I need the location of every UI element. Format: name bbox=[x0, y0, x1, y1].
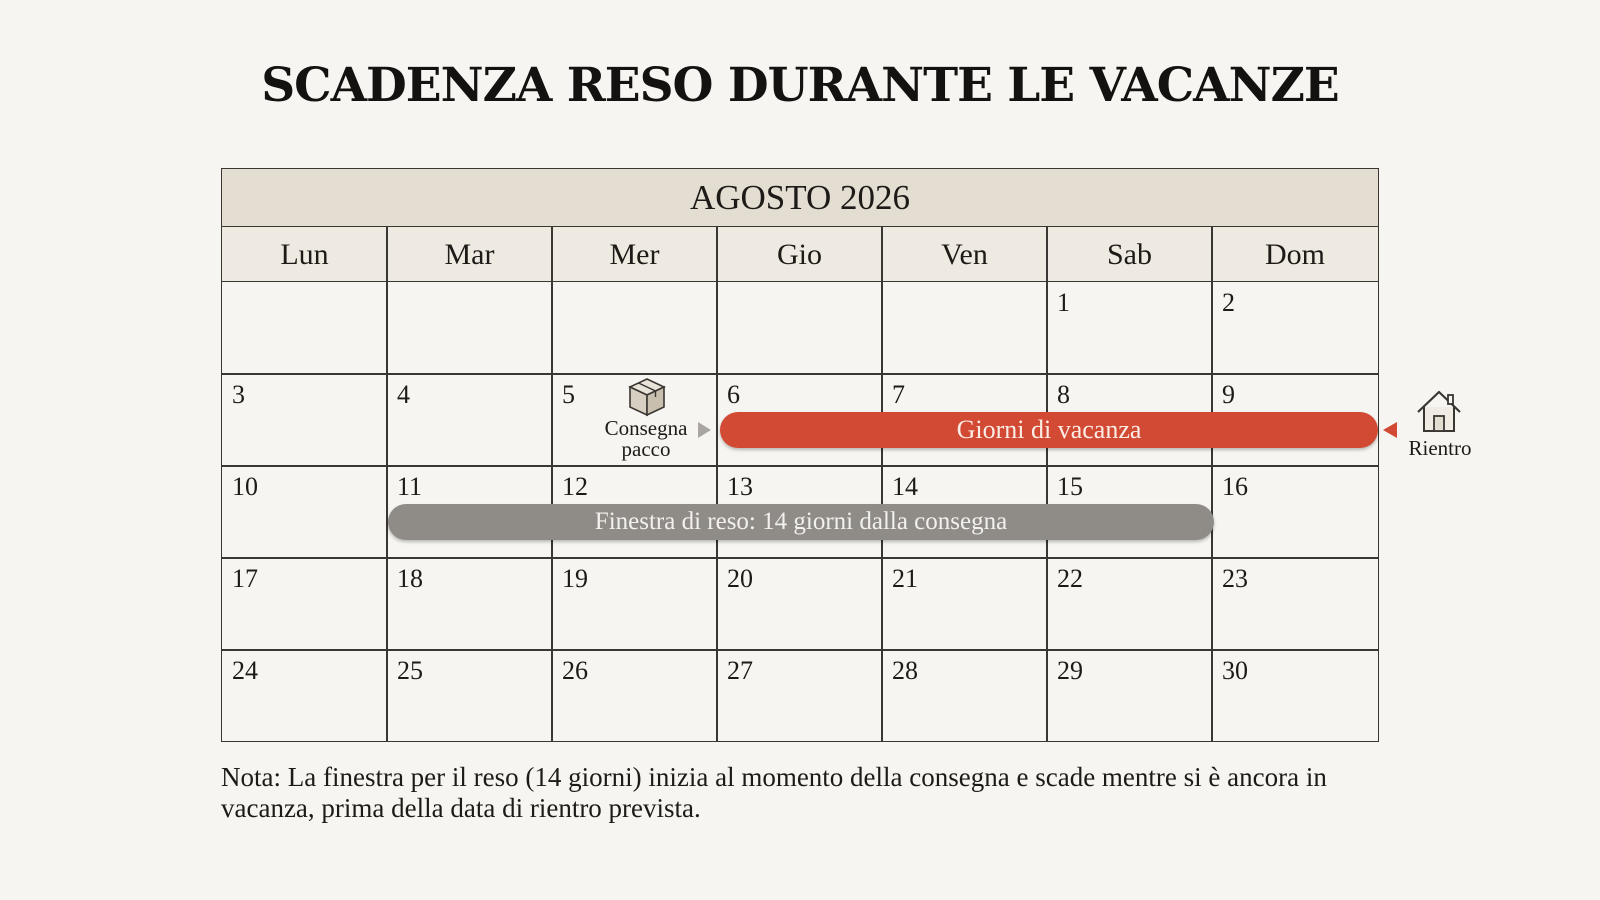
day-number: 21 bbox=[892, 564, 918, 593]
day-cell bbox=[387, 650, 552, 742]
day-number: 20 bbox=[727, 564, 753, 593]
day-cell bbox=[222, 374, 387, 466]
calendar bbox=[221, 168, 1379, 742]
delivery-arrow bbox=[698, 422, 711, 438]
day-number: 18 bbox=[397, 564, 423, 593]
grid-line bbox=[1211, 227, 1213, 741]
grid-line bbox=[222, 649, 1378, 651]
day-cell bbox=[882, 650, 1047, 742]
day-number: 1 bbox=[1057, 288, 1070, 317]
day-number: 24 bbox=[232, 656, 258, 685]
day-name-mer: Mer bbox=[552, 227, 717, 282]
day-number: 30 bbox=[1222, 656, 1248, 685]
day-name-dom: Dom bbox=[1212, 227, 1378, 282]
day-cell bbox=[222, 466, 387, 558]
day-cell bbox=[1212, 558, 1377, 650]
day-number: 2 bbox=[1222, 288, 1235, 317]
day-cell bbox=[1212, 282, 1377, 374]
vacation-bar: Giorni di vacanza bbox=[720, 412, 1378, 448]
grid-line bbox=[716, 227, 718, 741]
grid-line bbox=[222, 465, 1378, 467]
day-number: 9 bbox=[1222, 380, 1235, 409]
page-title: SCADENZA RESO DURANTE LE VACANZE bbox=[261, 58, 1339, 113]
return-window-bar: Finestra di reso: 14 giorni dalla consegna bbox=[388, 504, 1214, 540]
calendar-month-header: AGOSTO 2026 bbox=[222, 169, 1378, 227]
day-cell bbox=[1047, 558, 1212, 650]
package-box-icon bbox=[626, 376, 668, 418]
grid-line bbox=[386, 227, 388, 741]
day-cell bbox=[1212, 650, 1377, 742]
day-number: 28 bbox=[892, 656, 918, 685]
day-cell bbox=[552, 650, 717, 742]
day-cell-empty bbox=[882, 282, 1047, 374]
grid-line bbox=[551, 227, 553, 741]
day-number: 8 bbox=[1057, 380, 1070, 409]
return-arrow bbox=[1383, 422, 1397, 438]
delivery-label-line2: pacco bbox=[621, 437, 671, 461]
day-name-mar: Mar bbox=[387, 227, 552, 282]
day-name-ven: Ven bbox=[882, 227, 1047, 282]
day-number: 15 bbox=[1057, 472, 1083, 501]
day-cell bbox=[387, 374, 552, 466]
day-number: 13 bbox=[727, 472, 753, 501]
day-cell bbox=[222, 650, 387, 742]
day-number: 4 bbox=[397, 380, 410, 409]
day-number: 25 bbox=[397, 656, 423, 685]
day-number: 5 bbox=[562, 380, 575, 409]
day-number: 27 bbox=[727, 656, 753, 685]
grid-line bbox=[222, 373, 1378, 375]
day-number: 29 bbox=[1057, 656, 1083, 685]
day-cell bbox=[222, 558, 387, 650]
day-cell-empty bbox=[552, 282, 717, 374]
day-number: 22 bbox=[1057, 564, 1083, 593]
day-cell-empty bbox=[222, 282, 387, 374]
day-cell bbox=[882, 558, 1047, 650]
day-name-lun: Lun bbox=[222, 227, 387, 282]
day-cell bbox=[552, 558, 717, 650]
day-number: 14 bbox=[892, 472, 918, 501]
delivery-label bbox=[596, 418, 696, 460]
day-number: 16 bbox=[1222, 472, 1248, 501]
day-cell bbox=[1047, 282, 1212, 374]
house-icon bbox=[1415, 388, 1463, 434]
day-number: 10 bbox=[232, 472, 258, 501]
day-cell bbox=[1212, 466, 1377, 558]
return-label: Rientro bbox=[1408, 436, 1472, 460]
grid-line bbox=[222, 557, 1378, 559]
day-cell bbox=[717, 650, 882, 742]
day-cell bbox=[1047, 650, 1212, 742]
day-number: 7 bbox=[892, 380, 905, 409]
day-number: 19 bbox=[562, 564, 588, 593]
day-number: 17 bbox=[232, 564, 258, 593]
day-number: 3 bbox=[232, 380, 245, 409]
day-name-sab: Sab bbox=[1047, 227, 1212, 282]
day-cell bbox=[387, 558, 552, 650]
delivery-label-line1: Consegna bbox=[604, 416, 688, 440]
day-number: 12 bbox=[562, 472, 588, 501]
day-number: 23 bbox=[1222, 564, 1248, 593]
day-number: 11 bbox=[397, 472, 423, 501]
day-cell bbox=[717, 558, 882, 650]
grid-line bbox=[881, 227, 883, 741]
footnote: Nota: La finestra per il reso (14 giorni) inizia al momento della consegna e scade mentre si è ancora in vacanza, prima della data di rientro prevista. bbox=[221, 762, 1327, 823]
day-name-gio: Gio bbox=[717, 227, 882, 282]
day-cell-empty bbox=[387, 282, 552, 374]
day-cell-empty bbox=[717, 282, 882, 374]
day-number: 26 bbox=[562, 656, 588, 685]
grid-line bbox=[1046, 227, 1048, 741]
day-number: 6 bbox=[727, 380, 740, 409]
